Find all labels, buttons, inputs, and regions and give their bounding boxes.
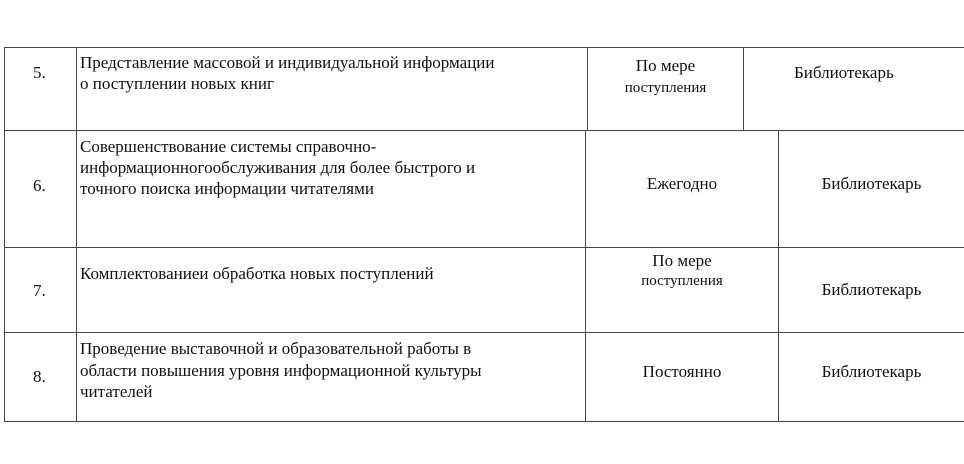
row-number: 7. bbox=[33, 281, 46, 300]
row-period: Ежегодно bbox=[646, 174, 718, 193]
row-description-line: точного поиска информации читателями bbox=[80, 179, 374, 198]
row-description-line: Совершенствование системы справочно- bbox=[80, 137, 377, 156]
row-period-line: По мере bbox=[652, 251, 712, 270]
row-number: 6. bbox=[33, 176, 46, 195]
row-period-line: По мере bbox=[635, 56, 696, 75]
row-border-bottom bbox=[4, 421, 964, 422]
col-border-left bbox=[4, 47, 5, 422]
row-description-line: Представление массовой и индивидуальной информации bbox=[80, 53, 495, 72]
col-border-period-row5 bbox=[743, 47, 744, 131]
row-description-line: Комплектованиеи обработка новых поступлений bbox=[80, 264, 434, 283]
row-border-6-7 bbox=[4, 247, 964, 248]
row-responsible: Библиотекарь bbox=[794, 63, 894, 82]
row-number: 5. bbox=[33, 63, 46, 82]
row-responsible: Библиотекарь bbox=[821, 174, 922, 193]
row-period-line: поступления bbox=[624, 80, 707, 96]
col-border-num bbox=[76, 47, 77, 422]
row-period-line: поступления bbox=[641, 273, 723, 289]
row-responsible: Библиотекарь bbox=[821, 280, 922, 299]
row-border-7-8 bbox=[4, 332, 964, 333]
row-description-line: о поступлении новых книг bbox=[80, 74, 274, 93]
row-description-line: читателей bbox=[80, 382, 153, 401]
row-description-line: области повышения уровня информационной культуры bbox=[80, 361, 482, 380]
row-responsible: Библиотекарь bbox=[821, 362, 922, 381]
row-border-top bbox=[4, 47, 964, 48]
row-border-5-6 bbox=[4, 130, 964, 131]
row-number: 8. bbox=[33, 367, 46, 386]
row-description-line: информационногообслуживания для более быстрого и bbox=[80, 158, 476, 177]
row-period: Постоянно bbox=[642, 362, 722, 381]
row-description-line: Проведение выставочной и образовательной работы в bbox=[80, 339, 472, 358]
